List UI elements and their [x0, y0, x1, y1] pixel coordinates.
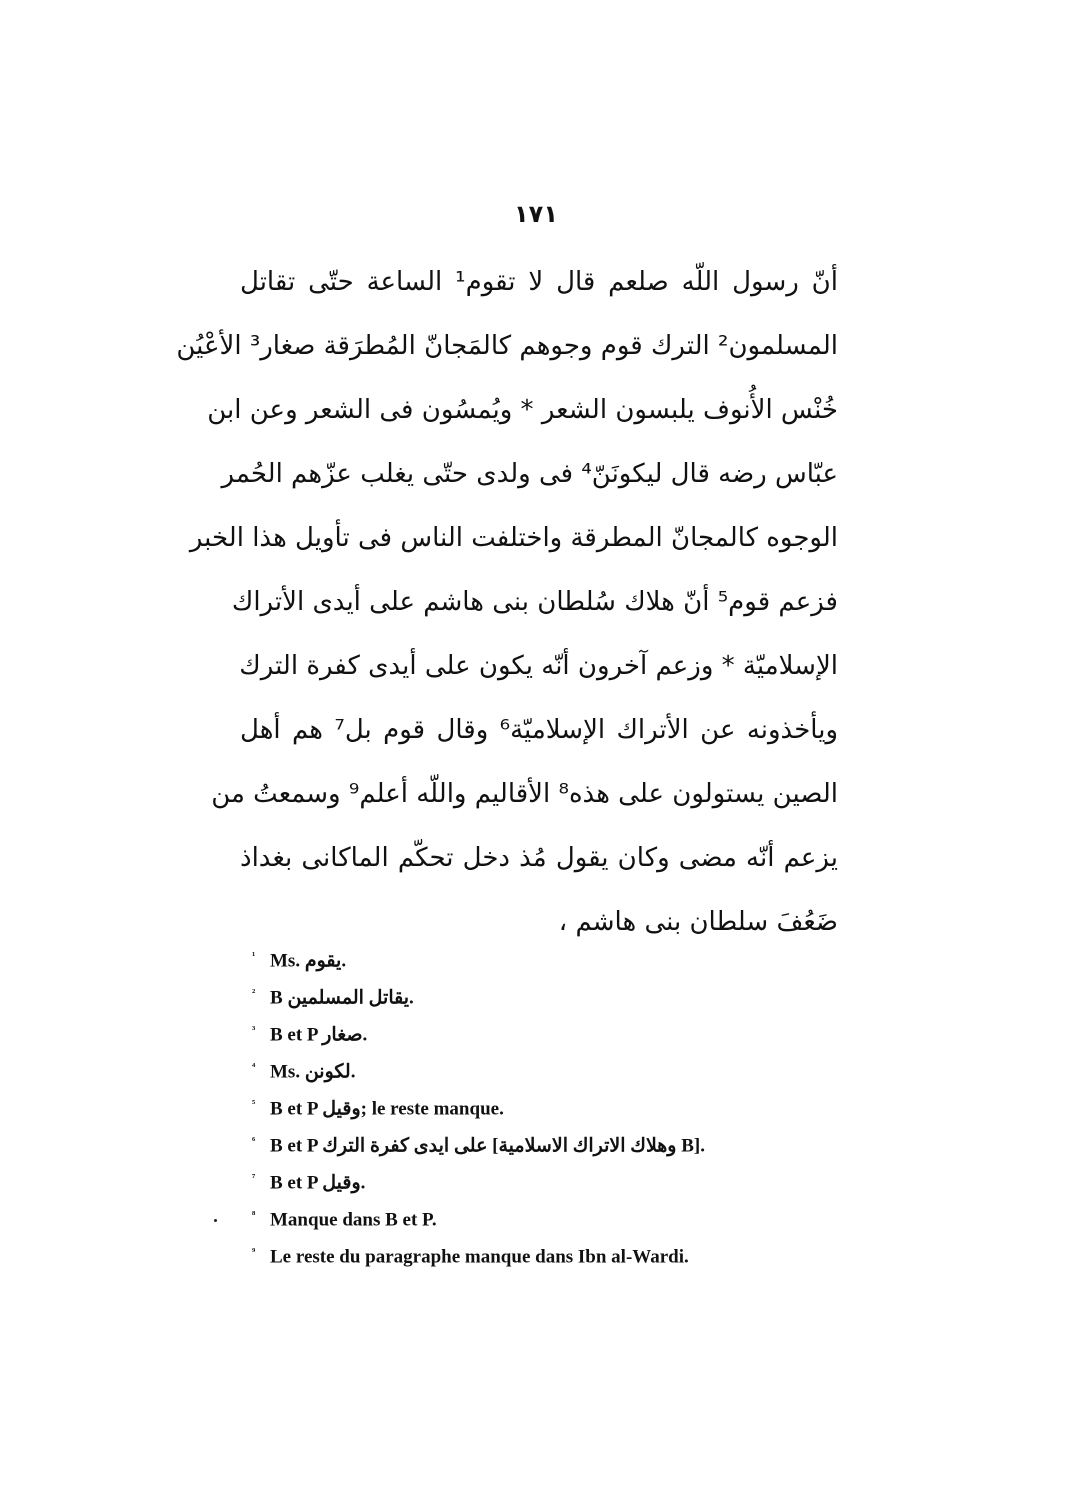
text-line: فزعم قوم⁵ أنّ هلاك سُلطان بنى هاشم على أيدى الأتراك	[231, 587, 838, 617]
footnote-text: B et P وقيل.	[270, 1172, 366, 1194]
text-line: أنّ رسول اللّه صلعم قال لا تقوم¹ الساعة حتّى تقاتل	[240, 267, 838, 297]
text-line: ضَعُفَ سلطان بنى هاشم ،	[558, 907, 838, 937]
footnote-marker: ⁶	[252, 1135, 256, 1147]
footnote	[252, 1197, 812, 1234]
footnote	[252, 938, 812, 975]
footnote-marker: ⁹	[252, 1246, 256, 1258]
footnote	[252, 1123, 812, 1160]
footnote-marker: ²	[252, 987, 256, 999]
footnote-marker: ⁵	[252, 1098, 256, 1110]
footnotes	[252, 938, 812, 1271]
footnote-marker: ⁷	[252, 1172, 256, 1184]
footnote-text: Le reste du paragraphe manque dans Ibn al-Wardi.	[270, 1246, 689, 1268]
main-text-block	[176, 250, 838, 954]
footnote	[252, 1160, 812, 1197]
text-line: ويأخذونه عن الأتراك الإسلاميّة⁶ وقال قوم بل⁷ هم أهل	[240, 715, 838, 745]
footnote-marker: ¹	[252, 950, 256, 962]
footnote	[252, 1049, 812, 1086]
footnote-text: B يقاتل المسلمين.	[270, 987, 414, 1009]
text-line: عبّاس رضه قال ليكونَنّ⁴ فى ولدى حتّى يغلب عزّهم الحُمر	[221, 459, 838, 489]
footnote-marker: ³	[252, 1024, 256, 1036]
footnote-marker: ⁸	[252, 1209, 256, 1221]
text-line: خُنْس الأُنوف يلبسون الشعر * ويُمسُون فى الشعر وعن ابن	[207, 395, 838, 425]
margin-speck	[214, 1219, 217, 1222]
text-line: يزعم أنّه مضى وكان يقول مُذ دخل تحكّم الماكانى بغداذ	[240, 843, 838, 873]
footnote	[252, 1012, 812, 1049]
page-number: ١٧١	[514, 200, 558, 228]
text-line: المسلمون² الترك قوم وجوهم كالمَجانّ المُطرَقة صغار³ الأعْيُن	[176, 331, 838, 361]
text-line: الوجوه كالمجانّ المطرقة واختلفت الناس فى تأويل هذا الخبر	[189, 523, 838, 553]
text-line: الصين يستولون على هذه⁸ الأقاليم واللّه أعلم⁹ وسمعتُ من	[211, 779, 838, 809]
text-line: الإسلاميّة * وزعم آخرون أنّه يكون على أيدى كفرة الترك	[239, 651, 838, 681]
footnote-marker: ⁴	[252, 1061, 256, 1073]
footnote-text: B et P صغار.	[270, 1024, 368, 1046]
footnote-text: Manque dans B et P.	[270, 1209, 437, 1231]
footnote-text: Ms. يقوم.	[270, 950, 347, 972]
footnote-text: B et P على ايدى كفرة الترك [وهلاك الاتراك الاسلامية B].	[270, 1135, 705, 1157]
footnote	[252, 975, 812, 1012]
footnote	[252, 1234, 812, 1271]
footnote	[252, 1086, 812, 1123]
footnote-text: B et P وقيل; le reste manque.	[270, 1098, 504, 1120]
footnote-text: Ms. لكونن.	[270, 1061, 356, 1083]
